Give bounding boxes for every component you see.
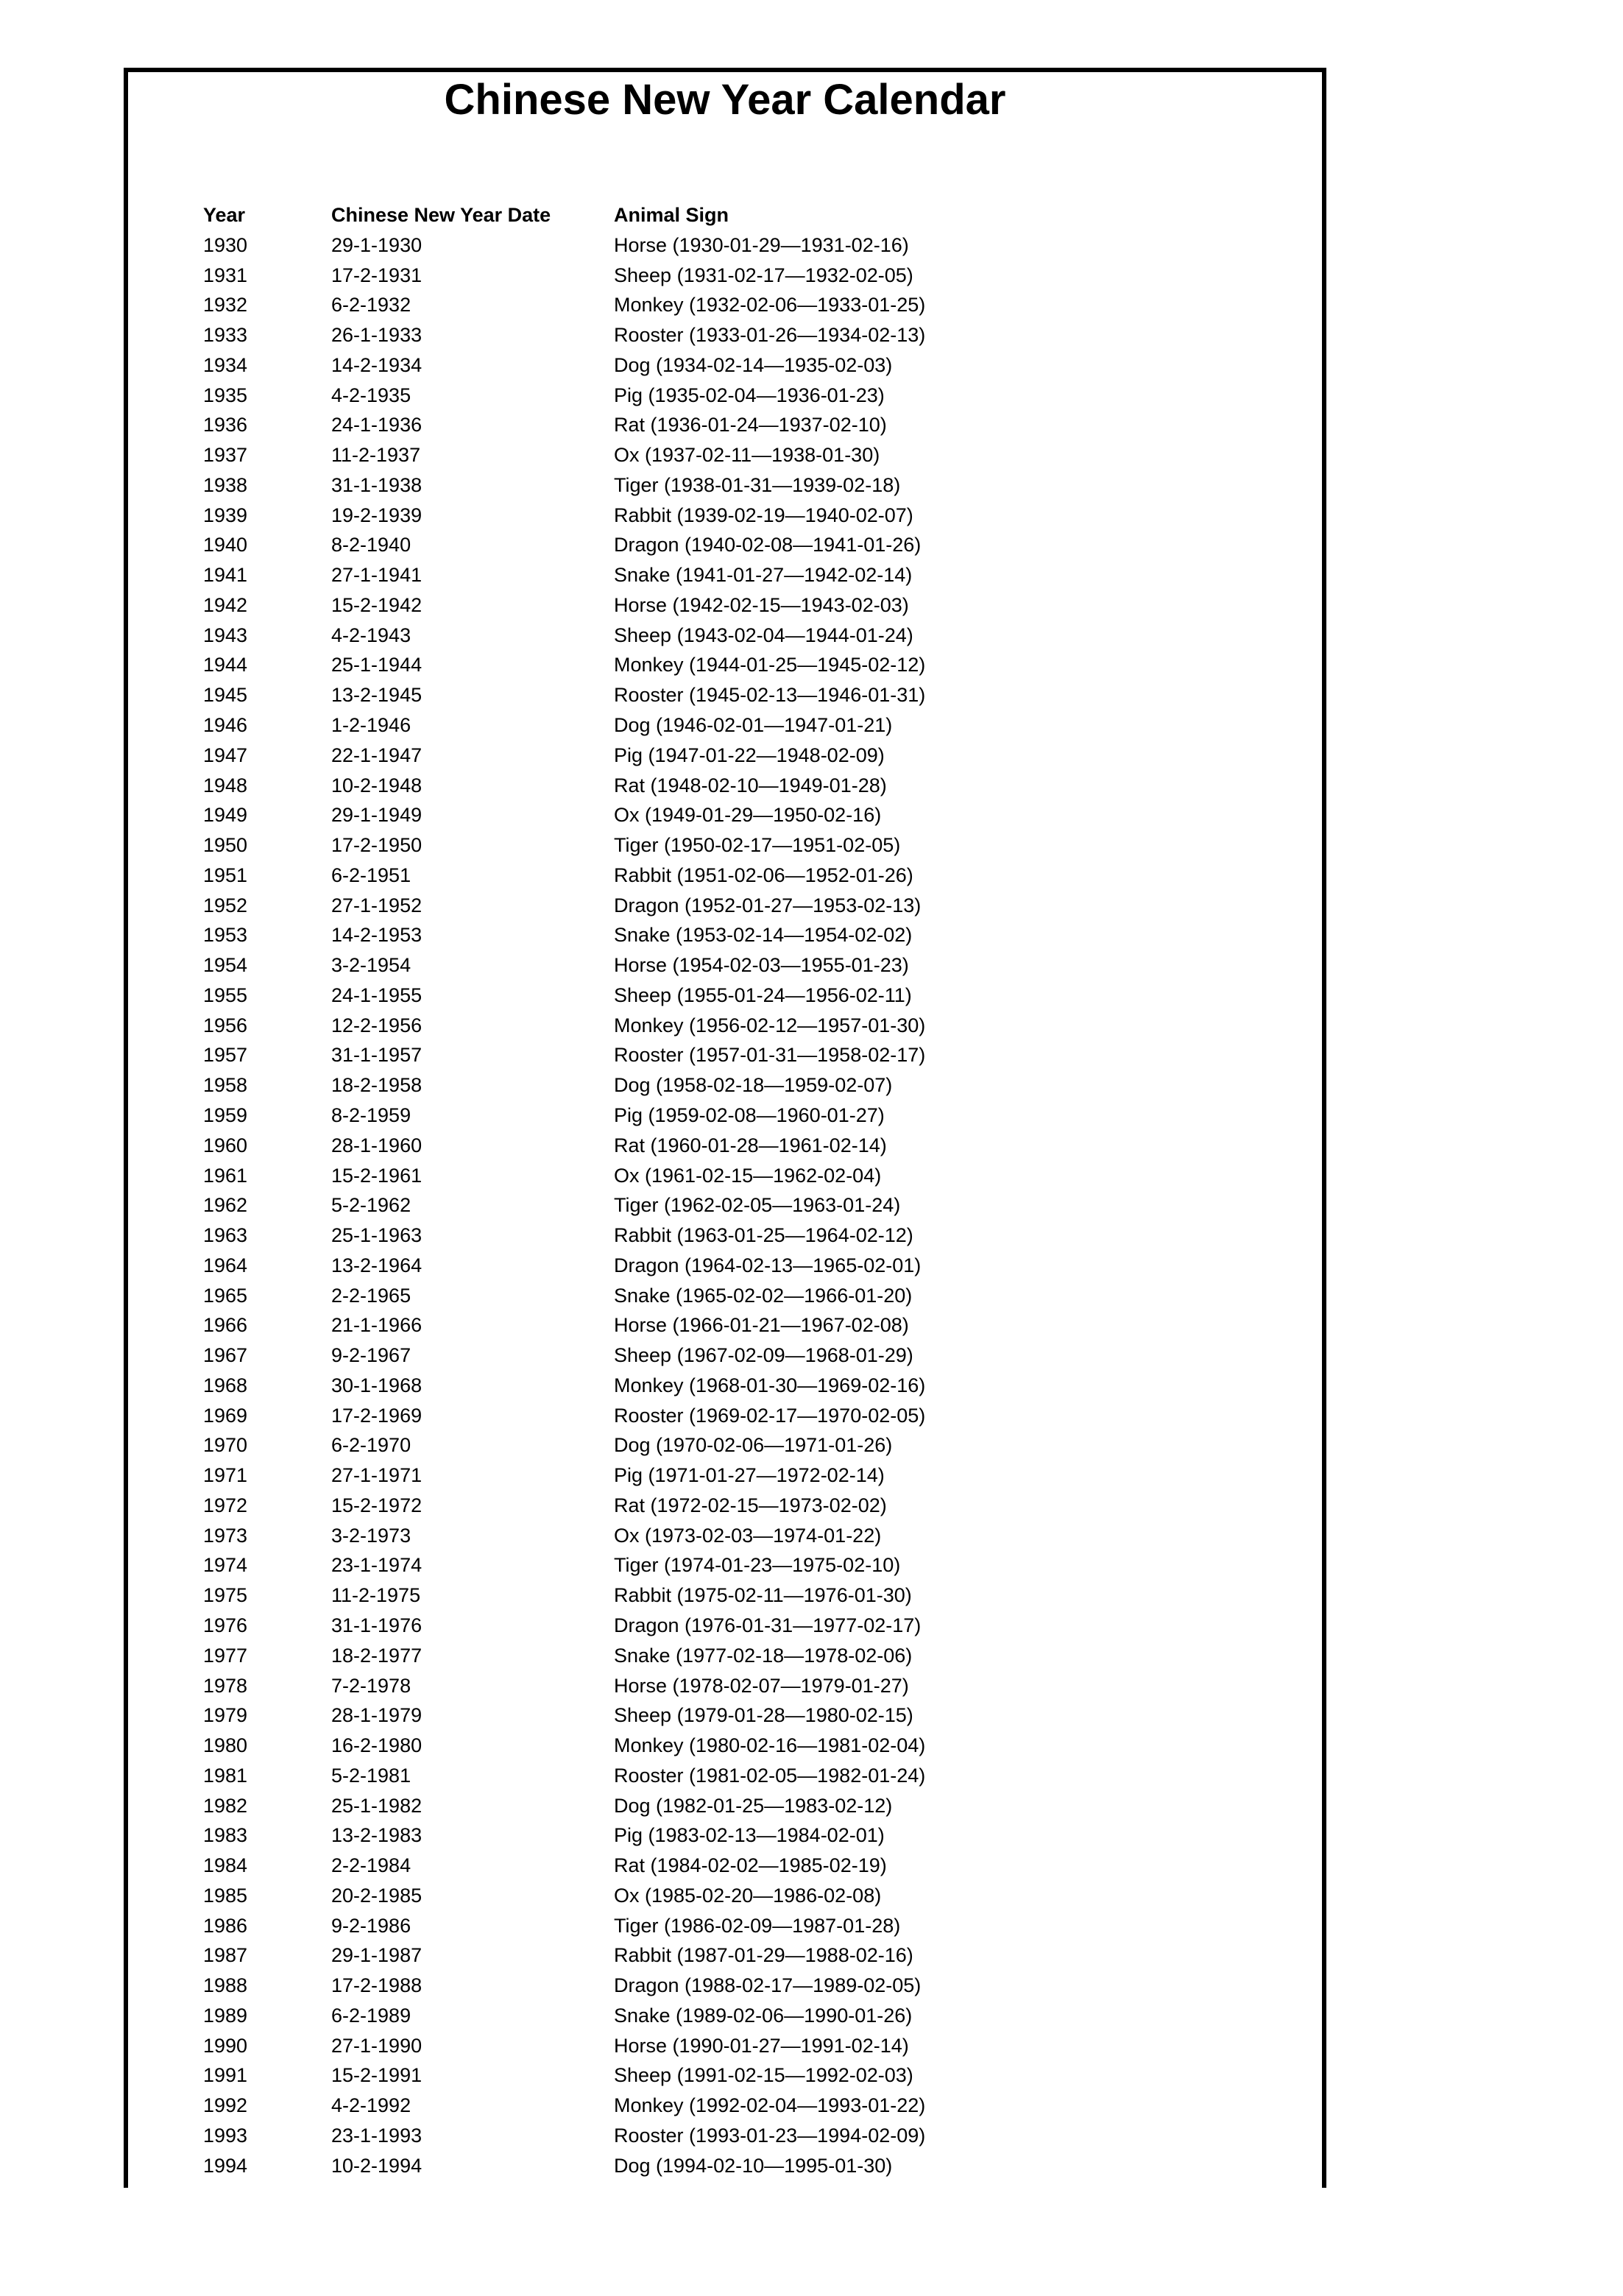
animal-sign-cell: Sheep (1991-02-15—1992-02-03) xyxy=(614,2064,913,2087)
animal-sign-cell: Rooster (1981-02-05—1982-01-24) xyxy=(614,1764,926,1787)
year-cell: 1974 xyxy=(203,1554,248,1577)
year-cell: 1957 xyxy=(203,1044,248,1067)
year-cell: 1978 xyxy=(203,1674,248,1697)
animal-sign-cell: Monkey (1944-01-25—1945-02-12) xyxy=(614,654,926,677)
date-cell: 7-2-1978 xyxy=(331,1674,411,1697)
year-cell: 1949 xyxy=(203,804,248,827)
animal-sign-cell: Snake (1941-01-27—1942-02-14) xyxy=(614,564,913,587)
animal-sign-cell: Monkey (1968-01-30—1969-02-16) xyxy=(614,1374,926,1396)
date-cell: 5-2-1981 xyxy=(331,1764,411,1787)
year-cell: 1953 xyxy=(203,924,248,947)
animal-sign-cell: Rooster (1957-01-31—1958-02-17) xyxy=(614,1044,926,1067)
date-cell: 15-2-1961 xyxy=(331,1164,422,1187)
animal-sign-cell: Dragon (1988-02-17—1989-02-05) xyxy=(614,1974,922,1997)
date-cell: 30-1-1968 xyxy=(331,1374,422,1396)
animal-sign-cell: Rabbit (1963-01-25—1964-02-12) xyxy=(614,1224,913,1247)
animal-sign-cell: Dog (1958-02-18—1959-02-07) xyxy=(614,1074,893,1097)
animal-sign-cell: Horse (1954-02-03—1955-01-23) xyxy=(614,954,909,977)
animal-sign-cell: Monkey (1992-02-04—1993-01-22) xyxy=(614,2094,926,2117)
date-cell: 28-1-1979 xyxy=(331,1704,422,1727)
page-title: Chinese New Year Calendar xyxy=(444,76,1006,124)
date-cell: 19-2-1939 xyxy=(331,504,422,526)
year-cell: 1936 xyxy=(203,414,248,437)
animal-sign-cell: Snake (1965-02-02—1966-01-20) xyxy=(614,1284,913,1307)
date-cell: 11-2-1937 xyxy=(331,444,421,467)
date-cell: 9-2-1967 xyxy=(331,1344,411,1367)
year-cell: 1987 xyxy=(203,1944,248,1967)
date-cell: 27-1-1952 xyxy=(331,894,422,916)
date-cell: 1-2-1946 xyxy=(331,714,411,737)
year-cell: 1991 xyxy=(203,2064,248,2087)
year-cell: 1981 xyxy=(203,1764,248,1787)
animal-sign-cell: Pig (1983-02-13—1984-02-01) xyxy=(614,1824,885,1847)
animal-sign-cell: Rat (1948-02-10—1949-01-28) xyxy=(614,774,887,796)
animal-sign-cell: Sheep (1967-02-09—1968-01-29) xyxy=(614,1344,913,1367)
date-cell: 25-1-1944 xyxy=(331,654,422,677)
year-cell: 1977 xyxy=(203,1644,248,1667)
year-cell: 1988 xyxy=(203,1974,248,1997)
date-cell: 6-2-1932 xyxy=(331,294,411,317)
year-cell: 1963 xyxy=(203,1224,248,1247)
animal-sign-cell: Pig (1935-02-04—1936-01-23) xyxy=(614,384,885,406)
date-cell: 25-1-1982 xyxy=(331,1794,422,1817)
date-cell: 3-2-1973 xyxy=(331,1524,411,1547)
animal-sign-cell: Snake (1977-02-18—1978-02-06) xyxy=(614,1644,913,1667)
date-cell: 31-1-1957 xyxy=(331,1044,422,1067)
date-cell: 2-2-1984 xyxy=(331,1854,411,1877)
animal-sign-cell: Tiger (1950-02-17—1951-02-05) xyxy=(614,834,901,857)
animal-sign-cell: Dragon (1964-02-13—1965-02-01) xyxy=(614,1254,922,1276)
date-cell: 6-2-1970 xyxy=(331,1434,411,1457)
animal-sign-cell: Tiger (1962-02-05—1963-01-24) xyxy=(614,1194,901,1217)
date-cell: 14-2-1953 xyxy=(331,924,422,947)
animal-sign-cell: Pig (1971-01-27—1972-02-14) xyxy=(614,1464,885,1487)
year-cell: 1962 xyxy=(203,1194,248,1217)
date-cell: 6-2-1951 xyxy=(331,863,411,886)
animal-sign-cell: Ox (1949-01-29—1950-02-16) xyxy=(614,804,882,827)
year-cell: 1982 xyxy=(203,1794,248,1817)
animal-sign-cell: Tiger (1938-01-31—1939-02-18) xyxy=(614,473,901,496)
year-cell: 1946 xyxy=(203,714,248,737)
date-cell: 12-2-1956 xyxy=(331,1014,422,1036)
date-cell: 2-2-1965 xyxy=(331,1284,411,1307)
date-cell: 15-2-1991 xyxy=(331,2064,422,2087)
year-cell: 1964 xyxy=(203,1254,248,1276)
animal-sign-cell: Rabbit (1939-02-19—1940-02-07) xyxy=(614,504,913,526)
year-cell: 1961 xyxy=(203,1164,248,1187)
animal-sign-cell: Tiger (1986-02-09—1987-01-28) xyxy=(614,1914,901,1937)
year-cell: 1985 xyxy=(203,1884,248,1907)
animal-sign-cell: Horse (1978-02-07—1979-01-27) xyxy=(614,1674,909,1697)
animal-sign-cell: Monkey (1932-02-06—1933-01-25) xyxy=(614,294,926,317)
date-cell: 10-2-1948 xyxy=(331,774,422,796)
date-cell: 11-2-1975 xyxy=(331,1584,421,1607)
date-cell: 10-2-1994 xyxy=(331,2154,422,2177)
animal-sign-cell: Monkey (1956-02-12—1957-01-30) xyxy=(614,1014,926,1036)
date-cell: 5-2-1962 xyxy=(331,1194,411,1217)
animal-sign-cell: Dog (1994-02-10—1995-01-30) xyxy=(614,2154,893,2177)
year-cell: 1980 xyxy=(203,1734,248,1757)
animal-sign-cell: Rabbit (1975-02-11—1976-01-30) xyxy=(614,1584,912,1607)
animal-sign-cell: Ox (1973-02-03—1974-01-22) xyxy=(614,1524,882,1547)
animal-sign-cell: Sheep (1979-01-28—1980-02-15) xyxy=(614,1704,913,1727)
year-cell: 1965 xyxy=(203,1284,248,1307)
year-cell: 1960 xyxy=(203,1134,248,1156)
column-header-year: Year xyxy=(203,204,246,226)
animal-sign-cell: Dog (1982-01-25—1983-02-12) xyxy=(614,1794,893,1817)
animal-sign-cell: Rat (1972-02-15—1973-02-02) xyxy=(614,1494,887,1516)
year-cell: 1945 xyxy=(203,684,248,707)
year-cell: 1952 xyxy=(203,894,248,916)
animal-sign-cell: Monkey (1980-02-16—1981-02-04) xyxy=(614,1734,926,1757)
year-cell: 1976 xyxy=(203,1614,248,1636)
animal-sign-cell: Dog (1970-02-06—1971-01-26) xyxy=(614,1434,893,1457)
year-cell: 1948 xyxy=(203,774,248,796)
animal-sign-cell: Ox (1937-02-11—1938-01-30) xyxy=(614,444,880,467)
animal-sign-cell: Rat (1936-01-24—1937-02-10) xyxy=(614,414,887,437)
date-cell: 9-2-1986 xyxy=(331,1914,411,1937)
date-cell: 23-1-1993 xyxy=(331,2124,422,2147)
year-cell: 1986 xyxy=(203,1914,248,1937)
date-cell: 25-1-1963 xyxy=(331,1224,422,1247)
year-cell: 1942 xyxy=(203,593,248,616)
date-cell: 16-2-1980 xyxy=(331,1734,422,1757)
date-cell: 27-1-1990 xyxy=(331,2034,422,2057)
year-cell: 1954 xyxy=(203,954,248,977)
date-cell: 13-2-1964 xyxy=(331,1254,422,1276)
animal-sign-cell: Pig (1947-01-22—1948-02-09) xyxy=(614,743,885,766)
year-cell: 1984 xyxy=(203,1854,248,1877)
year-cell: 1950 xyxy=(203,834,248,857)
column-header-animal-sign: Animal Sign xyxy=(614,204,729,226)
year-cell: 1931 xyxy=(203,264,248,286)
year-cell: 1973 xyxy=(203,1524,248,1547)
year-cell: 1967 xyxy=(203,1344,248,1367)
date-cell: 27-1-1941 xyxy=(331,564,422,587)
animal-sign-cell: Ox (1961-02-15—1962-02-04) xyxy=(614,1164,882,1187)
date-cell: 31-1-1938 xyxy=(331,473,422,496)
year-cell: 1934 xyxy=(203,353,248,376)
date-cell: 13-2-1945 xyxy=(331,684,422,707)
year-cell: 1939 xyxy=(203,504,248,526)
animal-sign-cell: Rat (1984-02-02—1985-02-19) xyxy=(614,1854,887,1877)
animal-sign-cell: Dragon (1952-01-27—1953-02-13) xyxy=(614,894,922,916)
animal-sign-cell: Sheep (1931-02-17—1932-02-05) xyxy=(614,264,913,286)
year-cell: 1972 xyxy=(203,1494,248,1516)
year-cell: 1941 xyxy=(203,564,248,587)
year-cell: 1968 xyxy=(203,1374,248,1396)
year-cell: 1983 xyxy=(203,1824,248,1847)
date-cell: 21-1-1966 xyxy=(331,1314,422,1337)
date-cell: 20-2-1985 xyxy=(331,1884,422,1907)
animal-sign-cell: Rooster (1969-02-17—1970-02-05) xyxy=(614,1404,926,1427)
animal-sign-cell: Horse (1990-01-27—1991-02-14) xyxy=(614,2034,909,2057)
animal-sign-cell: Ox (1985-02-20—1986-02-08) xyxy=(614,1884,882,1907)
animal-sign-cell: Rabbit (1951-02-06—1952-01-26) xyxy=(614,863,913,886)
year-cell: 1956 xyxy=(203,1014,248,1036)
animal-sign-cell: Sheep (1943-02-04—1944-01-24) xyxy=(614,624,913,646)
year-cell: 1959 xyxy=(203,1103,248,1126)
year-cell: 1943 xyxy=(203,624,248,646)
animal-sign-cell: Rooster (1993-01-23—1994-02-09) xyxy=(614,2124,926,2147)
date-cell: 29-1-1949 xyxy=(331,804,422,827)
animal-sign-cell: Dog (1934-02-14—1935-02-03) xyxy=(614,353,893,376)
date-cell: 29-1-1930 xyxy=(331,233,422,256)
year-cell: 1937 xyxy=(203,444,248,467)
animal-sign-cell: Pig (1959-02-08—1960-01-27) xyxy=(614,1103,885,1126)
date-cell: 29-1-1987 xyxy=(331,1944,422,1967)
year-cell: 1944 xyxy=(203,654,248,677)
date-cell: 18-2-1977 xyxy=(331,1644,422,1667)
date-cell: 8-2-1940 xyxy=(331,534,411,557)
date-cell: 17-2-1969 xyxy=(331,1404,422,1427)
year-cell: 1930 xyxy=(203,233,248,256)
date-cell: 3-2-1954 xyxy=(331,954,411,977)
date-cell: 22-1-1947 xyxy=(331,743,422,766)
date-cell: 24-1-1955 xyxy=(331,983,422,1006)
animal-sign-cell: Horse (1942-02-15—1943-02-03) xyxy=(614,593,909,616)
date-cell: 15-2-1972 xyxy=(331,1494,422,1516)
date-cell: 4-2-1935 xyxy=(331,384,411,406)
year-cell: 1935 xyxy=(203,384,248,406)
animal-sign-cell: Dog (1946-02-01—1947-01-21) xyxy=(614,714,893,737)
year-cell: 1992 xyxy=(203,2094,248,2117)
date-cell: 18-2-1958 xyxy=(331,1074,422,1097)
year-cell: 1940 xyxy=(203,534,248,557)
date-cell: 6-2-1989 xyxy=(331,2004,411,2027)
year-cell: 1955 xyxy=(203,983,248,1006)
year-cell: 1975 xyxy=(203,1584,248,1607)
date-cell: 13-2-1983 xyxy=(331,1824,422,1847)
year-cell: 1958 xyxy=(203,1074,248,1097)
year-cell: 1938 xyxy=(203,473,248,496)
date-cell: 17-2-1988 xyxy=(331,1974,422,1997)
year-cell: 1990 xyxy=(203,2034,248,2057)
animal-sign-cell: Snake (1953-02-14—1954-02-02) xyxy=(614,924,913,947)
animal-sign-cell: Sheep (1955-01-24—1956-02-11) xyxy=(614,983,912,1006)
animal-sign-cell: Rooster (1933-01-26—1934-02-13) xyxy=(614,324,926,347)
animal-sign-cell: Horse (1930-01-29—1931-02-16) xyxy=(614,233,909,256)
animal-sign-cell: Horse (1966-01-21—1967-02-08) xyxy=(614,1314,909,1337)
animal-sign-cell: Rat (1960-01-28—1961-02-14) xyxy=(614,1134,887,1156)
date-cell: 14-2-1934 xyxy=(331,353,422,376)
animal-sign-cell: Dragon (1940-02-08—1941-01-26) xyxy=(614,534,922,557)
year-cell: 1969 xyxy=(203,1404,248,1427)
date-cell: 17-2-1950 xyxy=(331,834,422,857)
year-cell: 1971 xyxy=(203,1464,248,1487)
date-cell: 27-1-1971 xyxy=(331,1464,422,1487)
column-header-date: Chinese New Year Date xyxy=(331,204,551,226)
animal-sign-cell: Snake (1989-02-06—1990-01-26) xyxy=(614,2004,913,2027)
year-cell: 1932 xyxy=(203,294,248,317)
animal-sign-cell: Tiger (1974-01-23—1975-02-10) xyxy=(614,1554,901,1577)
year-cell: 1970 xyxy=(203,1434,248,1457)
date-cell: 31-1-1976 xyxy=(331,1614,422,1636)
date-cell: 24-1-1936 xyxy=(331,414,422,437)
year-cell: 1933 xyxy=(203,324,248,347)
date-cell: 26-1-1933 xyxy=(331,324,422,347)
year-cell: 1989 xyxy=(203,2004,248,2027)
date-cell: 8-2-1959 xyxy=(331,1103,411,1126)
year-cell: 1947 xyxy=(203,743,248,766)
animal-sign-cell: Rabbit (1987-01-29—1988-02-16) xyxy=(614,1944,913,1967)
date-cell: 17-2-1931 xyxy=(331,264,422,286)
year-cell: 1979 xyxy=(203,1704,248,1727)
animal-sign-cell: Dragon (1976-01-31—1977-02-17) xyxy=(614,1614,922,1636)
date-cell: 15-2-1942 xyxy=(331,593,422,616)
date-cell: 4-2-1992 xyxy=(331,2094,411,2117)
date-cell: 28-1-1960 xyxy=(331,1134,422,1156)
animal-sign-cell: Rooster (1945-02-13—1946-01-31) xyxy=(614,684,926,707)
year-cell: 1993 xyxy=(203,2124,248,2147)
year-cell: 1966 xyxy=(203,1314,248,1337)
year-cell: 1951 xyxy=(203,863,248,886)
date-cell: 23-1-1974 xyxy=(331,1554,422,1577)
date-cell: 4-2-1943 xyxy=(331,624,411,646)
year-cell: 1994 xyxy=(203,2154,248,2177)
